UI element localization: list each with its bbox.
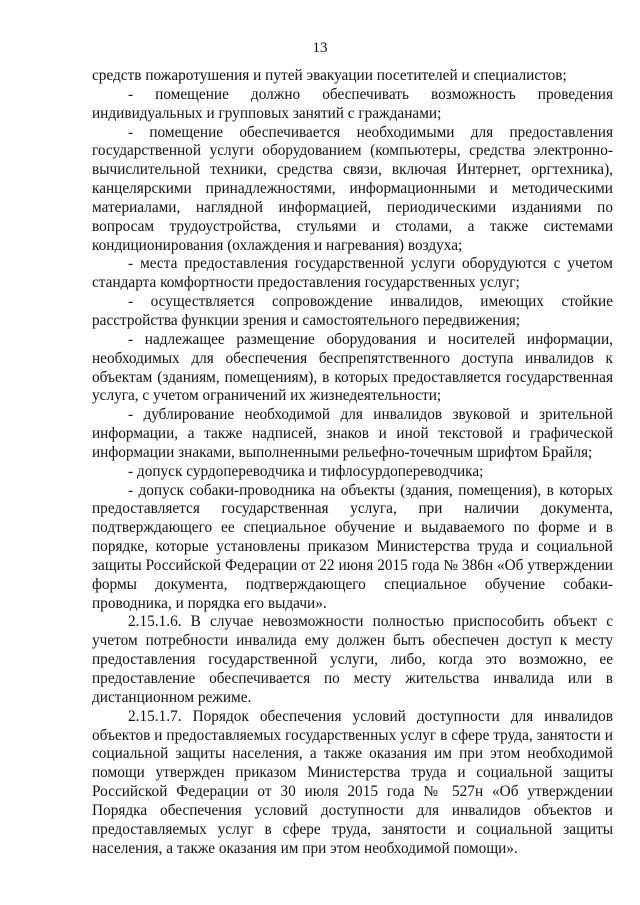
- list-item-individual-sessions: - помещение должно обеспечивать возможность проведения индивидуальных и групповых занятий с гражданами;: [92, 85, 613, 122]
- list-item-braille-duplication: - дублирование необходимой для инвалидов звуковой и зрительной информации, а также надписей, знаков и иной текстовой и графической информации знаками, выполненными рельефно-точечным шрифтом Брайля;: [92, 406, 613, 461]
- list-item-escort: - осуществляется сопровождение инвалидов, имеющих стойкие расстройства функции зрения и самостоятельного передвижения;: [92, 293, 613, 329]
- paragraph-continuation: средств пожаротушения и путей эвакуации посетителей и специалистов;: [92, 67, 567, 84]
- list-item-equipment: - помещение обеспечивается необходимыми для предоставления государственной услуги оборудованием (компьютеры, средства электронно-вычислительной техники, средства связи, включая Интернет, оргтехника), канцелярскими принадлежностями, информационными и методическими материалами, наглядной информацией, периодическими изданиями по вопросам трудоустройства, стульями и столами, а также системами кондиционирования (охлаждения и нагревания) воздуха;: [92, 123, 613, 254]
- page-number: 13: [312, 40, 328, 56]
- document-body: [92, 67, 613, 858]
- clause-2-15-1-7: 2.15.1.7. Порядок обеспечения условий доступности для инвалидов объектов и предоставляемых государственных услуг в сфере труда, занятости и социальной защиты населения, а также оказания им при этом необходимой помощи утвержден приказом Министерства труда и социальной защиты Российской Федерации от 30 июля 2015 года № 527н «Об утверждении Порядка обеспечения условий доступности для инвалидов объектов и предоставляемых услуг в сфере труда, занятости и социальной защиты населения, а также оказания им при этом необходимой помощи».: [92, 707, 613, 857]
- list-item-sign-interpreter: - допуск сурдопереводчика и тифлосурдопереводчика;: [128, 462, 484, 480]
- clause-2-15-1-6: 2.15.1.6. В случае невозможности полностью приспособить объект с учетом потребности инвалида ему должен быть обеспечен доступ к месту предоставления государственной услуги, либо, когда это возможно, ее предоставление обеспечивается по месту жительства инвалида или в дистанционном режиме.: [92, 613, 613, 706]
- list-item-comfort-standard: - места предоставления государственной услуги оборудуются с учетом стандарта комфортности предоставления государственных услуг;: [92, 255, 613, 292]
- list-item-guide-dog: - допуск собаки-проводника на объекты (здания, помещения), в которых предоставляется государственная услуга, при наличии документа, подтверждающего ее специальное обучение и выдаваемого по форме и в порядке, которые установлены приказом Министерства труда и социальной защиты Российской Федерации от 22 июня 2015 года № 386н «Об утверждении формы документа, подтверждающего специальное обучение собаки-проводника, и порядка его выдачи».: [92, 481, 613, 612]
- list-item-equipment-placement: - надлежащее размещение оборудования и носителей информации, необходимых для обеспечения беспрепятственного доступа инвалидов к объектам (зданиям, помещениям), в которых предоставляется государственная услуга, с учетом ограничений их жизнедеятельности;: [92, 330, 613, 405]
